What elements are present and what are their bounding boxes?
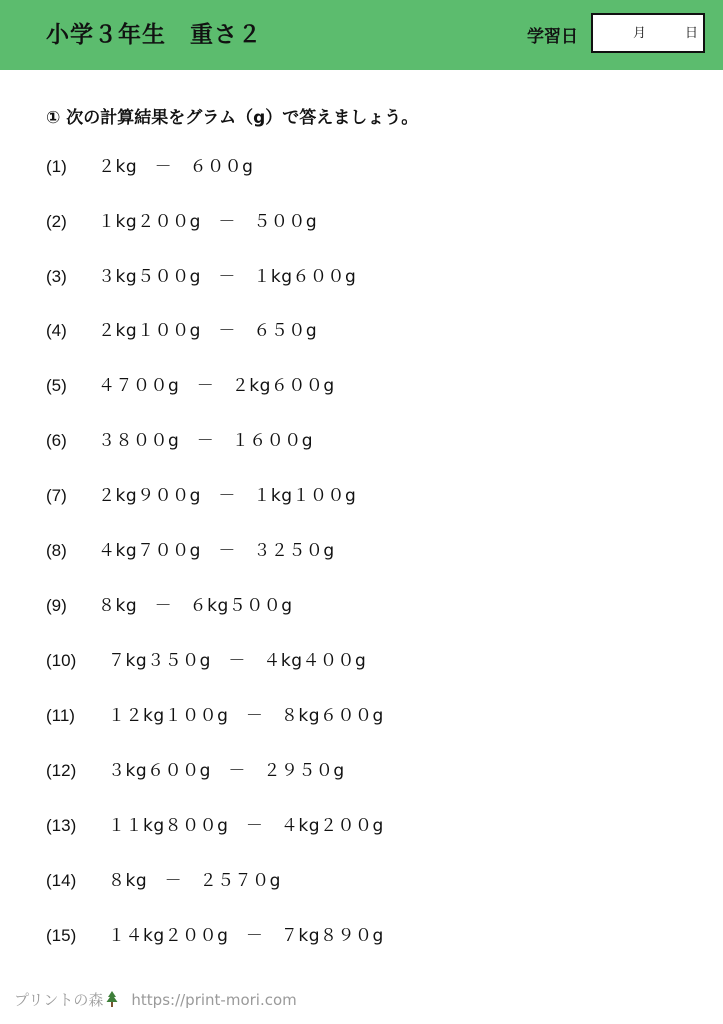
problem-number: (7) — [46, 486, 67, 505]
problem-number: (10) — [46, 651, 77, 670]
problem-expression: ２kg９００g － １kg１００g — [98, 486, 357, 506]
problem-number: (3) — [46, 267, 67, 286]
problem-expression: ２kg － ６００g — [98, 157, 254, 177]
instruction-text: ① 次の計算結果をグラム（g）で答えましょう。 — [46, 108, 419, 128]
problem-expression: ２kg１００g － ６５０g — [98, 321, 318, 341]
header-bar — [0, 0, 723, 70]
problem-number: (1) — [46, 157, 67, 176]
problem-number: (8) — [46, 541, 67, 560]
day-label: 日 — [685, 26, 699, 41]
problem-number: (13) — [46, 816, 77, 835]
date-label: 学習日 — [527, 27, 578, 47]
problem-number: (11) — [46, 706, 75, 725]
problem-expression: ８kg － ６kg５００g — [98, 596, 293, 616]
problem-expression: ４kg７００g － ３２５０g — [98, 541, 335, 561]
problem-number: (4) — [46, 321, 67, 340]
problem-expression: ３kg６００g － ２９５０g — [108, 761, 345, 781]
problem-expression: ７kg３５０g － ４kg４００g — [108, 651, 367, 671]
month-label: 月 — [633, 26, 647, 41]
problem-number: (2) — [46, 212, 67, 231]
footer-site-name: プリントの森 — [14, 991, 104, 1009]
problem-expression: １４kg２００g － ７kg８９０g — [108, 926, 384, 946]
problem-number: (14) — [46, 871, 77, 890]
problem-number: (12) — [46, 761, 77, 780]
problem-expression: ３８００g － １６００g — [98, 431, 314, 451]
problem-number: (6) — [46, 431, 67, 450]
problem-number: (15) — [46, 926, 77, 945]
problem-number: (9) — [46, 596, 67, 615]
page-title: 小学３年生 重さ２ — [46, 22, 262, 48]
footer — [14, 988, 297, 1012]
problem-expression: ４７００g － ２kg６００g — [98, 376, 335, 396]
footer-url-link[interactable]: https://print-mori.com — [131, 991, 297, 1009]
problem-expression: １１kg８００g － ４kg２００g — [108, 816, 384, 836]
date-field[interactable] — [591, 13, 705, 53]
problem-expression: ３kg５００g － １kg６００g — [98, 267, 357, 287]
problem-expression: １kg２００g － ５００g — [98, 212, 318, 232]
problem-number: (5) — [46, 376, 67, 395]
problem-expression: ８kg － ２５７０g — [108, 871, 281, 891]
problem-expression: １２kg１００g － ８kg６００g — [108, 706, 384, 726]
tree-icon — [105, 990, 119, 1008]
